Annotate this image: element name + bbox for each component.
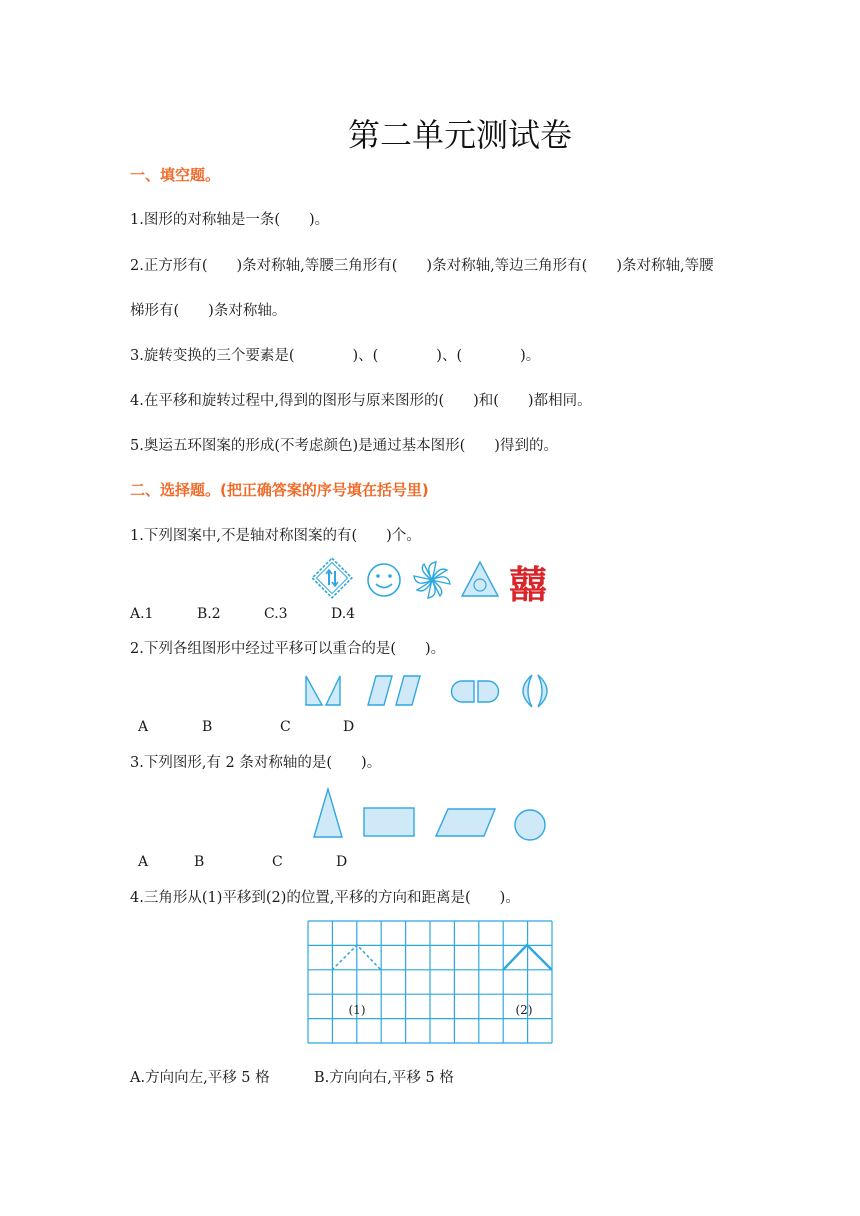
question-2-2: 2.下列各组图形中经过平移可以重合的是( )。	[130, 641, 446, 657]
question-1-2-line2: 梯形有( )条对称轴。	[130, 303, 287, 319]
question-1-1: 1.图形的对称轴是一条( )。	[130, 212, 330, 228]
q1-figures	[312, 558, 552, 607]
q3-option-d: D	[336, 854, 348, 870]
q3-option-c: C	[272, 854, 283, 870]
q1-option-d: D.4	[331, 606, 356, 622]
question-2-4: 4.三角形从(1)平移到(2)的位置,平移的方向和距离是( )。	[130, 890, 520, 906]
question-2-1: 1.下列图案中,不是轴对称图案的有( )个。	[130, 528, 421, 544]
q2-figures	[302, 672, 562, 710]
question-1-5: 5.奥运五环图案的形成(不考虑颜色)是通过基本图形( )得到的。	[130, 438, 558, 454]
circle-icon	[515, 810, 545, 840]
two-half-circles-icon	[452, 681, 499, 702]
q2-option-c: C	[280, 719, 291, 735]
q2-option-a: A	[138, 719, 149, 735]
question-1-2-line1: 2.正方形有( )条对称轴,等腰三角形有( )条对称轴,等边三角形有( )条对称轴,等腰	[130, 258, 714, 274]
section-heading-multiple-choice: 二、选择题。(把正确答案的序号填在括号里)	[130, 481, 429, 499]
two-crescents-icon	[523, 675, 547, 707]
grid-label-1: (1)	[348, 1003, 366, 1017]
double-happiness-icon: 囍	[509, 563, 548, 607]
two-parallelograms-icon	[368, 676, 420, 705]
diamond-arrows-icon	[312, 558, 352, 598]
grid-label-2: (2)	[515, 1003, 533, 1017]
q2-option-b: B	[202, 719, 213, 735]
rectangle-icon	[364, 808, 414, 836]
q2-option-d: D	[343, 719, 355, 735]
q3-option-b: B	[194, 854, 205, 870]
q4-option-b: B.方向向右,平移 5 格	[314, 1070, 454, 1086]
translation-grid	[308, 921, 552, 1045]
q1-option-c: C.3	[264, 606, 288, 622]
parallelogram-icon	[436, 809, 495, 836]
question-1-3: 3.旋转变换的三个要素是( )、( )、( )。	[130, 348, 541, 364]
grid-lines	[308, 921, 552, 1043]
pinwheel-icon	[414, 562, 450, 598]
q3-figures	[310, 786, 560, 842]
isosceles-triangle-icon	[314, 789, 342, 837]
section-heading-fill-blank: 一、填空题。	[130, 166, 221, 184]
page-title: 第二单元测试卷	[347, 116, 572, 154]
two-triangles-icon	[306, 676, 340, 705]
q4-option-a: A.方向向左,平移 5 格	[130, 1070, 270, 1086]
q1-option-b: B.2	[197, 606, 221, 622]
question-2-3: 3.下列图形,有 2 条对称轴的是( )。	[130, 755, 382, 771]
triangle-circle-icon	[462, 562, 498, 596]
q3-option-a: A	[138, 854, 149, 870]
q1-option-a: A.1	[130, 606, 154, 622]
question-1-4: 4.在平移和旋转过程中,得到的图形与原来图形的( )和( )都相同。	[130, 393, 592, 409]
smiley-face-icon	[368, 564, 400, 596]
